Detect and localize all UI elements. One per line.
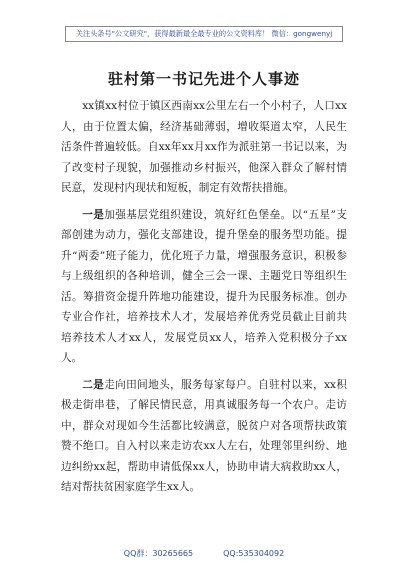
footer-qq-group: QQ群：30265665 (123, 549, 194, 558)
point-two-body: 走向田间地头，服务每家每户。自驻村以来，xx积极走街串巷，了解民情民意，用真诚服务每一个农户。走访中，群众对现如今生活都比较满意，脱贫户对各项帮扶政策赞不绝口。自入村以来走访农xx人左右，处理邻里纠纷、地边纠纷xx起，帮助申请低保xx人，协助申请大病救助xx人，结对帮扶贫困家庭学生xx人。 (61, 378, 348, 493)
page-footer (0, 548, 408, 559)
header-banner (65, 26, 343, 42)
paragraph-point-two (61, 375, 347, 498)
footer-qq: QQ:535304092 (223, 549, 285, 558)
point-one-body: 加强基层党组织建设，筑好红色堡垒。以“五星”支部创建为动力，强化支部建设，提升堡垒的服务型功能。提升“两委”班子能力，优化班子力量，增强服务意识，积极参与上级组织的各种培训，健全三会一课、主题党日等组织生活。筹措资金提升阵地功能建设，提升为民服务标准。创办专业合作社，培养技术人才，发展培养优秀党员截止目前共培养技术人才xx人，发展党员xx人，培养入党积极分子xx人。 (61, 208, 347, 364)
paragraph-point-one (61, 205, 347, 369)
paragraph-intro: xx镇xx村位于镇区西南xx公里左右一个小村子，人口xx人，由于位置太偏，经济基础薄弱，增收渠道太窄，人民生活条件普遍较低。自xx年xx月xx作为派驻第一书记以来，为了改变村子现貌，加强推动乡村振兴，他深入群众了解村情民意，发现村内现状和短板，制定有效帮扶措施。 (61, 100, 347, 194)
document-title: 驻村第一书记先进个人事迹 (107, 70, 300, 88)
point-one-lead: 一是 (82, 208, 105, 221)
document-body (61, 96, 347, 504)
point-two-lead: 二是 (82, 378, 105, 391)
banner-text: 关注头条号"公文研究"，获得最新最全最专业的公文资料库！ 微信：gongwenyj (75, 29, 333, 38)
